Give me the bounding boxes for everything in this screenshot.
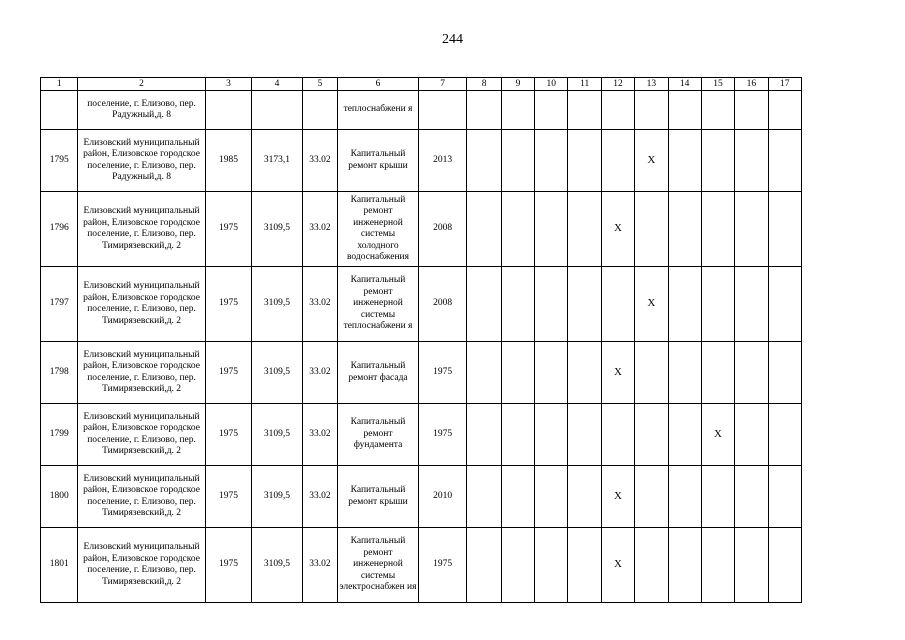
column-header: 12: [601, 78, 634, 91]
column-header: 13: [635, 78, 668, 91]
column-9-cell: [501, 267, 534, 342]
area-cell: 3109,5: [252, 192, 303, 267]
column-8-cell: [467, 466, 501, 528]
column-8-cell: [467, 192, 501, 267]
row-number-cell: [41, 91, 78, 130]
column-9-cell: [501, 130, 534, 192]
year-cell: 2008: [418, 192, 467, 267]
row-number-cell: 1795: [41, 130, 78, 192]
construction-year-cell: 1975: [205, 404, 251, 466]
address-cell: поселение, г. Елизово, пер. Радужный,д. 8: [78, 91, 205, 130]
column-16-cell: [735, 192, 768, 267]
area-cell: 3109,5: [252, 404, 303, 466]
column-8-cell: [467, 404, 501, 466]
column-11-cell: [568, 528, 601, 603]
column-10-cell: [535, 342, 568, 404]
works-table: [40, 77, 802, 603]
column-11-cell: [568, 192, 601, 267]
code-cell: 33.02: [302, 267, 337, 342]
year-cell: 2010: [418, 466, 467, 528]
code-cell: 33.02: [302, 192, 337, 267]
column-11-cell: [568, 466, 601, 528]
column-header: 14: [668, 78, 701, 91]
area-cell: [252, 91, 303, 130]
work-type-cell: Капитальный ремонт крыши: [338, 130, 419, 192]
column-header: 4: [252, 78, 303, 91]
column-15-cell: [701, 192, 734, 267]
column-17-cell: [768, 192, 801, 267]
year-cell: 2008: [418, 267, 467, 342]
mark-cell: X: [601, 192, 634, 267]
column-12-cell: [601, 91, 634, 130]
table-row: [41, 528, 802, 603]
column-14-cell: [668, 342, 701, 404]
column-17-cell: [768, 466, 801, 528]
column-11-cell: [568, 404, 601, 466]
area-cell: 3109,5: [252, 342, 303, 404]
column-15-cell: [701, 267, 734, 342]
column-10-cell: [535, 404, 568, 466]
row-number-cell: 1800: [41, 466, 78, 528]
column-16-cell: [735, 528, 768, 603]
column-16-cell: [735, 466, 768, 528]
column-9-cell: [501, 528, 534, 603]
year-cell: 1975: [418, 528, 467, 603]
row-number-cell: 1798: [41, 342, 78, 404]
address-cell: Елизовский муниципальный район, Елизовское городское поселение, г. Елизово, пер. Радужный,д. 8: [78, 130, 205, 192]
column-17-cell: [768, 342, 801, 404]
construction-year-cell: 1975: [205, 267, 251, 342]
column-10-cell: [535, 466, 568, 528]
column-13-cell: [635, 466, 668, 528]
address-cell: Елизовский муниципальный район, Елизовское городское поселение, г. Елизово, пер. Тимирязевский,д. 2: [78, 267, 205, 342]
address-cell: Елизовский муниципальный район, Елизовское городское поселение, г. Елизово, пер. Тимирязевский,д. 2: [78, 528, 205, 603]
column-header: 17: [768, 78, 801, 91]
column-11-cell: [568, 342, 601, 404]
column-17-cell: [768, 404, 801, 466]
column-header: 10: [535, 78, 568, 91]
column-16-cell: [735, 91, 768, 130]
construction-year-cell: 1975: [205, 466, 251, 528]
column-11-cell: [568, 91, 601, 130]
column-13-cell: [635, 91, 668, 130]
address-cell: Елизовский муниципальный район, Елизовское городское поселение, г. Елизово, пер. Тимирязевский,д. 2: [78, 342, 205, 404]
column-13-cell: [635, 192, 668, 267]
column-12-cell: [601, 130, 634, 192]
column-10-cell: [535, 130, 568, 192]
column-17-cell: [768, 528, 801, 603]
construction-year-cell: 1985: [205, 130, 251, 192]
column-header: 9: [501, 78, 534, 91]
construction-year-cell: 1975: [205, 192, 251, 267]
code-cell: 33.02: [302, 528, 337, 603]
column-14-cell: [668, 91, 701, 130]
column-header: 11: [568, 78, 601, 91]
work-type-cell: Капитальный ремонт фасада: [338, 342, 419, 404]
work-type-cell: Капитальный ремонт инженерной системы теплоснабжени я: [338, 267, 419, 342]
page-number: 244: [442, 32, 463, 47]
mark-cell: X: [601, 466, 634, 528]
work-type-cell: Капитальный ремонт фундамента: [338, 404, 419, 466]
column-14-cell: [668, 130, 701, 192]
column-9-cell: [501, 404, 534, 466]
construction-year-cell: 1975: [205, 528, 251, 603]
construction-year-cell: 1975: [205, 342, 251, 404]
code-cell: [302, 91, 337, 130]
code-cell: 33.02: [302, 404, 337, 466]
year-cell: 1975: [418, 342, 467, 404]
table-body: [41, 91, 802, 603]
row-number-cell: 1801: [41, 528, 78, 603]
column-header: 5: [302, 78, 337, 91]
area-cell: 3109,5: [252, 528, 303, 603]
column-header: 6: [338, 78, 419, 91]
work-type-cell: Капитальный ремонт инженерной системы электроснабжен ия: [338, 528, 419, 603]
column-11-cell: [568, 267, 601, 342]
column-header: 1: [41, 78, 78, 91]
column-header: 16: [735, 78, 768, 91]
column-8-cell: [467, 130, 501, 192]
mark-cell: X: [635, 130, 668, 192]
column-header: 15: [701, 78, 734, 91]
column-header: 2: [78, 78, 205, 91]
column-8-cell: [467, 91, 501, 130]
row-number-cell: 1797: [41, 267, 78, 342]
column-14-cell: [668, 192, 701, 267]
column-10-cell: [535, 91, 568, 130]
construction-year-cell: [205, 91, 251, 130]
column-16-cell: [735, 342, 768, 404]
column-17-cell: [768, 267, 801, 342]
column-15-cell: [701, 342, 734, 404]
code-cell: 33.02: [302, 342, 337, 404]
mark-cell: X: [601, 342, 634, 404]
mark-cell: X: [635, 267, 668, 342]
column-header: 8: [467, 78, 501, 91]
table-row: [41, 192, 802, 267]
address-cell: Елизовский муниципальный район, Елизовское городское поселение, г. Елизово, пер. Тимирязевский,д. 2: [78, 404, 205, 466]
column-9-cell: [501, 192, 534, 267]
column-11-cell: [568, 130, 601, 192]
column-13-cell: [635, 404, 668, 466]
row-number-cell: 1796: [41, 192, 78, 267]
table-row: [41, 91, 802, 130]
column-9-cell: [501, 342, 534, 404]
column-14-cell: [668, 267, 701, 342]
row-number-cell: 1799: [41, 404, 78, 466]
mark-cell: X: [601, 528, 634, 603]
table-row: [41, 267, 802, 342]
table-row: [41, 342, 802, 404]
column-16-cell: [735, 267, 768, 342]
area-cell: 3109,5: [252, 267, 303, 342]
column-header: 3: [205, 78, 251, 91]
column-8-cell: [467, 267, 501, 342]
area-cell: 3109,5: [252, 466, 303, 528]
year-cell: [418, 91, 467, 130]
column-14-cell: [668, 466, 701, 528]
column-12-cell: [601, 404, 634, 466]
column-13-cell: [635, 528, 668, 603]
column-17-cell: [768, 130, 801, 192]
address-cell: Елизовский муниципальный район, Елизовское городское поселение, г. Елизово, пер. Тимирязевский,д. 2: [78, 466, 205, 528]
work-type-cell: Капитальный ремонт крыши: [338, 466, 419, 528]
column-9-cell: [501, 91, 534, 130]
table-row: [41, 466, 802, 528]
column-10-cell: [535, 267, 568, 342]
table-row: [41, 130, 802, 192]
column-8-cell: [467, 342, 501, 404]
column-14-cell: [668, 528, 701, 603]
column-15-cell: [701, 466, 734, 528]
column-8-cell: [467, 528, 501, 603]
table-row: [41, 404, 802, 466]
column-9-cell: [501, 466, 534, 528]
column-10-cell: [535, 192, 568, 267]
code-cell: 33.02: [302, 466, 337, 528]
work-type-cell: теплоснабжени я: [338, 91, 419, 130]
year-cell: 1975: [418, 404, 467, 466]
column-17-cell: [768, 91, 801, 130]
mark-cell: X: [701, 404, 734, 466]
address-cell: Елизовский муниципальный район, Елизовское городское поселение, г. Елизово, пер. Тимирязевский,д. 2: [78, 192, 205, 267]
year-cell: 2013: [418, 130, 467, 192]
column-13-cell: [635, 342, 668, 404]
column-header: 7: [418, 78, 467, 91]
code-cell: 33.02: [302, 130, 337, 192]
work-type-cell: Капитальный ремонт инженерной системы холодного водоснабжения: [338, 192, 419, 267]
column-10-cell: [535, 528, 568, 603]
column-12-cell: [601, 267, 634, 342]
area-cell: 3173,1: [252, 130, 303, 192]
column-15-cell: [701, 130, 734, 192]
column-16-cell: [735, 404, 768, 466]
column-14-cell: [668, 404, 701, 466]
column-15-cell: [701, 528, 734, 603]
column-15-cell: [701, 91, 734, 130]
column-16-cell: [735, 130, 768, 192]
column-number-row: [41, 78, 802, 91]
